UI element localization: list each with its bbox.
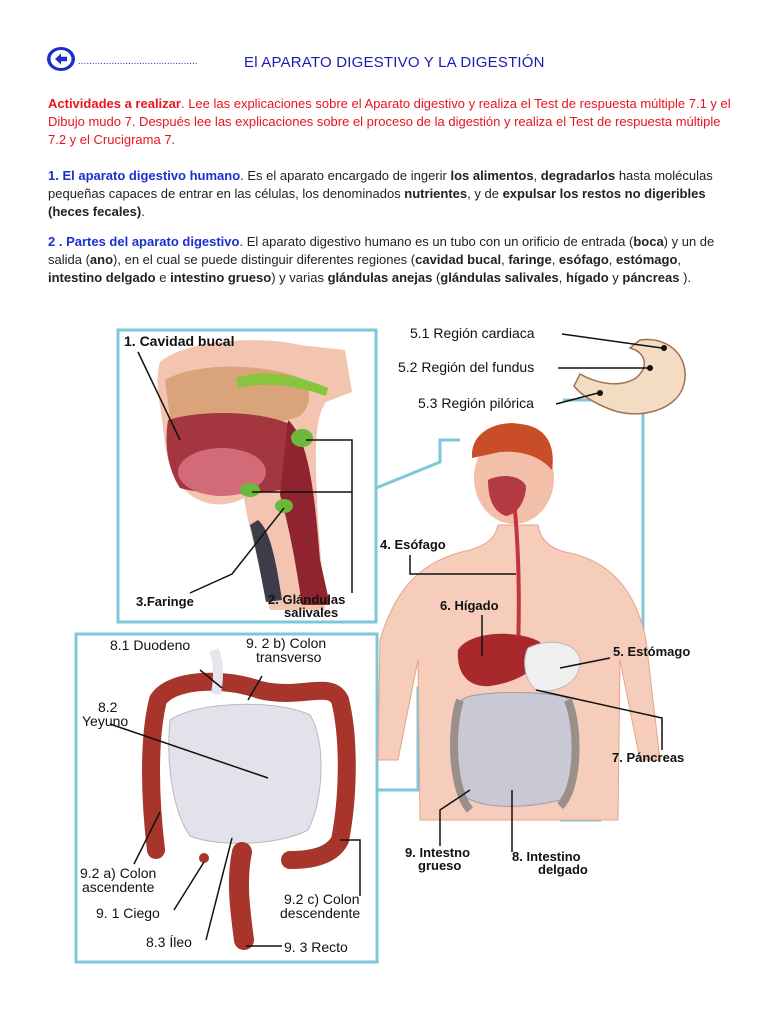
s2-bold: intestino delgado xyxy=(48,270,156,285)
section-2-heading: 2 . Partes del aparato digestivo xyxy=(48,234,240,249)
s1-bold: degradarlos xyxy=(540,168,616,183)
small-intestine-detail xyxy=(169,704,321,843)
title-row xyxy=(46,46,746,76)
s2-bold: faringe xyxy=(508,252,552,267)
activities-paragraph xyxy=(48,95,733,149)
label-pancreas: 7. Páncreas xyxy=(612,750,685,765)
label-yeyuno-2: Yeyuno xyxy=(82,713,129,729)
label-estomago: 5. Estómago xyxy=(613,644,691,659)
s2-bold: cavidad bucal xyxy=(415,252,502,267)
s1-bold: los alimentos xyxy=(450,168,534,183)
leader-ciego xyxy=(174,862,204,910)
label-duodeno: 8.1 Duodeno xyxy=(110,637,191,653)
s1-text: . xyxy=(141,204,145,219)
cecum-detail xyxy=(199,853,209,863)
s2-text: ). xyxy=(679,270,692,285)
s2-bold: estómago xyxy=(616,252,678,267)
s2-bold: boca xyxy=(633,234,664,249)
stomach-detail-illustration xyxy=(574,340,685,414)
s1-bold: nutrientes xyxy=(404,186,468,201)
title-dots: ........................................... xyxy=(78,56,198,67)
s1-text: , y de xyxy=(467,186,503,201)
label-region-pilorica: 5.3 Región pilórica xyxy=(418,395,534,411)
activities-text: . Lee las explicaciones sobre el Aparato digestivo y realiza el Test de respuesta múltiple 7.1 y el Dibujo mudo 7. Después lee las explicaciones sobre el proceso de la digestión y realiza el Test de respuesta múltiple 7.2 y el Crucigrama 7. xyxy=(48,96,731,147)
sublingual-gland-shape xyxy=(240,483,260,497)
label-glandulas-1: 2. Glándulas xyxy=(268,592,346,607)
label-recto: 9. 3 Recto xyxy=(284,939,348,955)
label-region-fundus: 5.2 Región del fundus xyxy=(398,359,535,375)
s1-text: , xyxy=(533,168,541,183)
label-glandulas-2: salivales xyxy=(284,605,339,620)
s2-text: , xyxy=(501,252,509,267)
label-yeyuno-1: 8.2 xyxy=(98,699,118,715)
section-2-paragraph xyxy=(48,233,733,287)
s2-text: ( xyxy=(432,270,441,285)
s2-bold: glándulas anejas xyxy=(327,270,433,285)
label-colon-asc-2: ascendente xyxy=(82,879,155,895)
s2-text: ), en el cual se puede distinguir diferentes regiones ( xyxy=(113,252,416,267)
label-int-delgado-1: 8. Intestino xyxy=(512,849,581,864)
digestive-system-diagram xyxy=(0,300,768,1000)
s2-bold: intestino grueso xyxy=(170,270,272,285)
s2-text: y xyxy=(608,270,623,285)
duodenum-detail xyxy=(214,650,218,694)
s1-text: . Es el aparato encargado de ingerir xyxy=(240,168,451,183)
small-intestine-shape xyxy=(455,693,576,807)
parotid-gland-shape xyxy=(291,429,313,447)
label-colon-asc-1: 9.2 a) Colon xyxy=(80,865,157,881)
label-ciego: 9. 1 Ciego xyxy=(96,905,160,921)
s2-bold: glándulas salivales xyxy=(440,270,559,285)
mouth-illustration xyxy=(157,340,352,610)
s2-text: , xyxy=(558,270,567,285)
label-colon-desc-1: 9.2 c) Colon xyxy=(284,891,360,907)
s2-text: , xyxy=(608,252,616,267)
s2-text: ) y un de salida ( xyxy=(48,234,715,267)
label-cavidad-bucal: 1. Cavidad bucal xyxy=(124,333,235,349)
s2-bold: páncreas xyxy=(622,270,680,285)
label-colon-transverso-2: transverso xyxy=(256,649,322,665)
label-ileo: 8.3 Íleo xyxy=(146,934,192,950)
s1-bold: expulsar los restos no digeribles (heces fecales) xyxy=(48,186,706,219)
label-colon-transverso-1: 9. 2 b) Colon xyxy=(246,635,327,651)
s2-text: , xyxy=(551,252,559,267)
connector-mouth xyxy=(376,440,460,488)
label-higado: 6. Hígado xyxy=(440,598,499,613)
activities-lead: Actividades a realizar xyxy=(48,96,181,111)
s2-text: . El aparato digestivo humano es un tubo con un orificio de entrada ( xyxy=(239,234,634,249)
label-faringe: 3.Faringe xyxy=(136,594,194,609)
s2-bold: ano xyxy=(89,252,114,267)
label-int-grueso-2: grueso xyxy=(418,858,462,873)
submandibular-gland-shape xyxy=(275,499,293,513)
s2-text: , xyxy=(677,252,682,267)
rectum-detail xyxy=(239,852,244,940)
label-esofago: 4. Esófago xyxy=(380,537,446,552)
label-int-grueso-1: 9. Intestno xyxy=(405,845,471,860)
label-region-cardiaca: 5.1 Región cardiaca xyxy=(410,325,535,341)
s2-bold: esófago xyxy=(558,252,609,267)
s1-text: hasta moléculas pequeñas capaces de entrar en las células, los denominados xyxy=(48,168,713,201)
label-colon-desc-2: descendente xyxy=(280,905,361,921)
arrow-left-circle-icon[interactable] xyxy=(46,46,76,72)
s2-bold: hígado xyxy=(566,270,609,285)
section-1-paragraph xyxy=(48,167,733,221)
s2-text: e xyxy=(155,270,171,285)
s2-text: ) y varias xyxy=(271,270,328,285)
leader-ileo xyxy=(206,838,232,940)
section-1-heading: 1. El aparato digestivo humano xyxy=(48,168,241,183)
label-int-delgado-2: delgado xyxy=(538,862,588,877)
page-title: El APARATO DIGESTIVO Y LA DIGESTIÓN xyxy=(244,54,545,71)
